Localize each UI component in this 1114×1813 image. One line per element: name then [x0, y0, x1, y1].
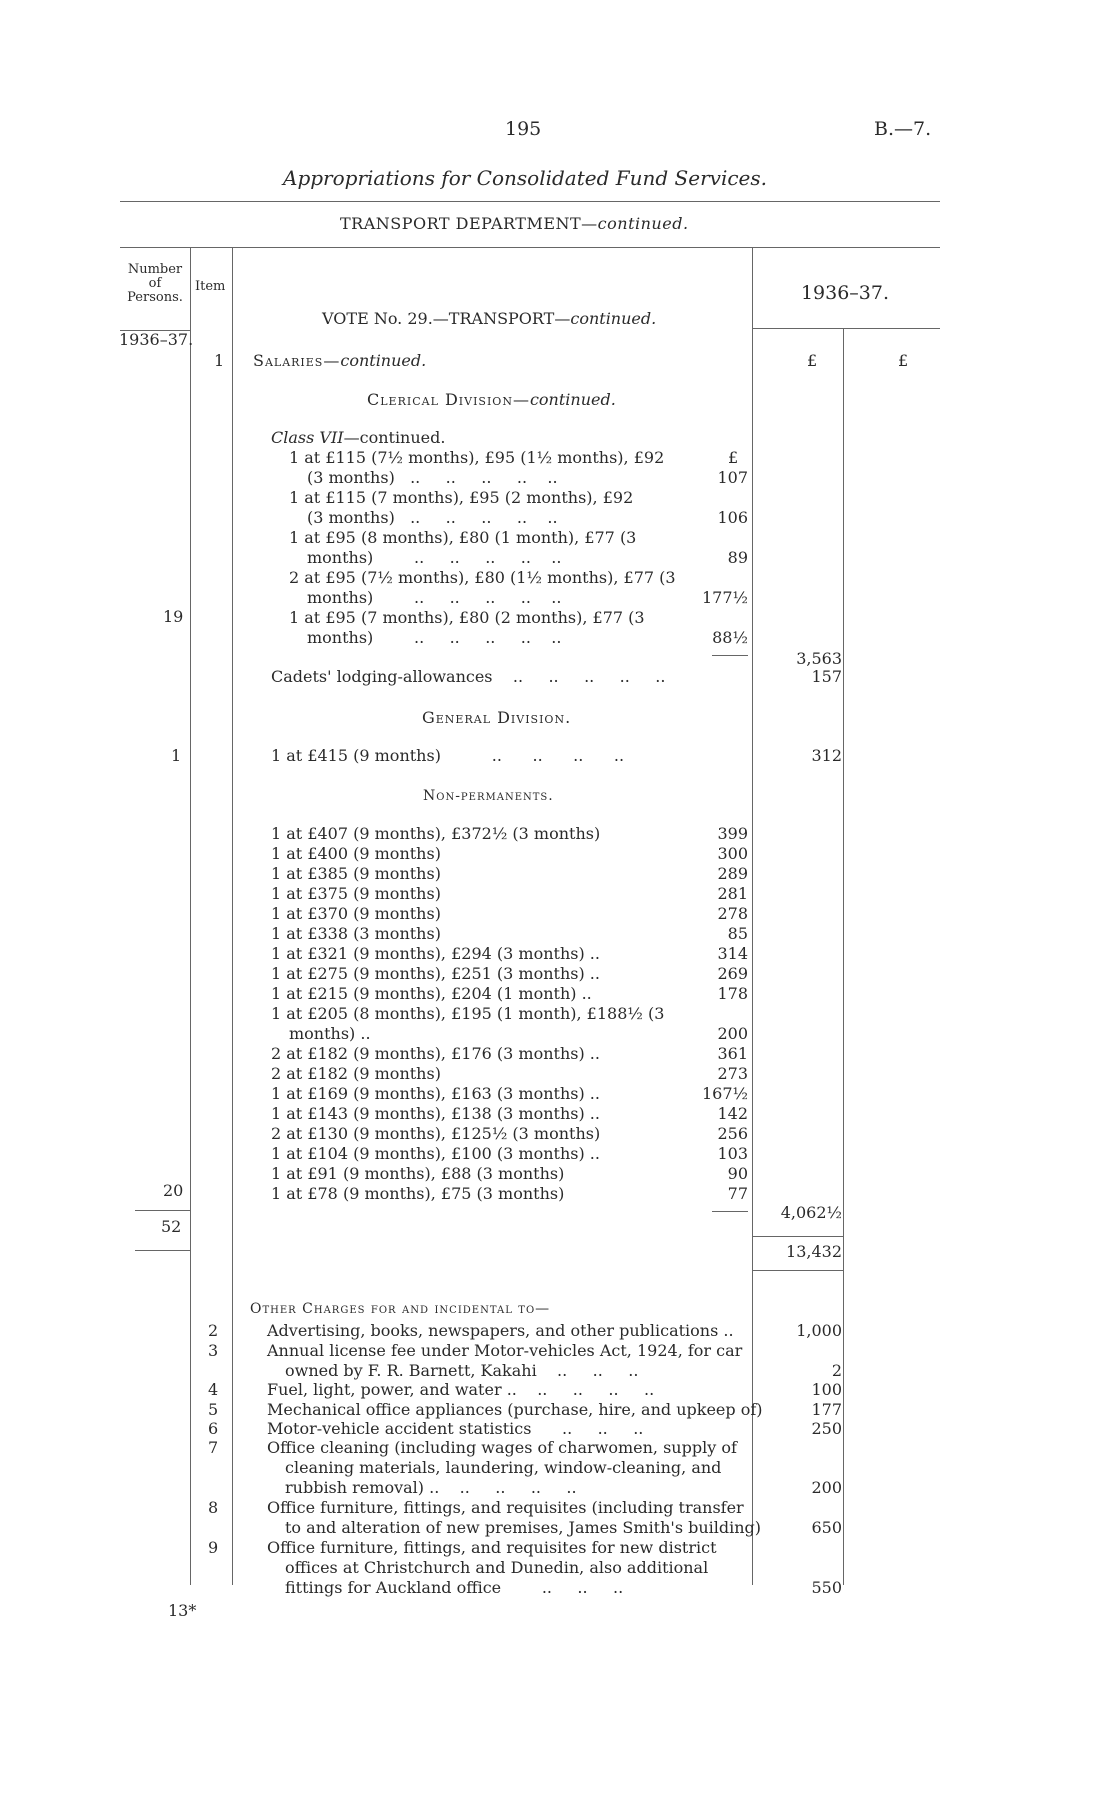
other-item-text: Annual license fee under Motor-vehicles Act, 1924, for car	[267, 1341, 743, 1360]
nonperm-subtotal: 4,062½	[780, 1203, 842, 1222]
nonperm-line: 2 at £130 (9 months), £125½ (3 months)	[271, 1124, 601, 1143]
other-item-text: Office cleaning (including wages of charwomen, supply of	[267, 1438, 737, 1457]
clerical-line-1-b: (3 months) .. .. .. .. ..	[307, 468, 558, 487]
other-item-text: owned by F. R. Barnett, Kakahi .. .. ..	[285, 1361, 639, 1380]
nonperm-amount: 178	[717, 984, 748, 1003]
other-charges-heading: Other Charges for and incidental to—	[250, 1301, 551, 1317]
general-persons: 1	[171, 746, 182, 765]
other-item-number: 6	[208, 1419, 219, 1438]
nonperm-amount: 314	[717, 944, 748, 963]
other-item-number: 9	[208, 1538, 219, 1557]
clerical-amount-5: 88½	[712, 628, 748, 647]
persons-header-l2: of	[148, 276, 162, 291]
other-item-number: 7	[208, 1438, 219, 1457]
other-item-amount: 2	[831, 1361, 842, 1380]
page-title: Appropriations for Consolidated Fund Services.	[283, 166, 768, 190]
document-reference: B.—7.	[874, 118, 932, 140]
other-item-amount: 100	[811, 1380, 842, 1399]
page-number: 195	[505, 118, 542, 140]
nonperm-amount: 200	[717, 1024, 748, 1043]
other-item-text: offices at Christchurch and Dunedin, also additional	[285, 1558, 709, 1577]
clerical-heading	[367, 391, 616, 409]
nonperm-line: 1 at £385 (9 months)	[271, 864, 441, 883]
general-amount: 312	[811, 746, 842, 765]
clerical-line-5-a: 1 at £95 (7 months), £80 (2 months), £77 (3	[289, 608, 645, 627]
nonperm-amount: 85	[727, 924, 748, 943]
amount-total-rule-top	[752, 1236, 843, 1237]
clerical-subtotal: 3,563	[796, 649, 842, 668]
nonperm-line: 1 at £78 (9 months), £75 (3 months)	[271, 1184, 565, 1203]
nonperm-line: 1 at £143 (9 months), £138 (3 months) ..	[271, 1104, 600, 1123]
nonperm-line: 1 at £275 (9 months), £251 (3 months) ..	[271, 964, 600, 983]
other-item-number: 5	[208, 1400, 219, 1419]
other-item-amount: 550	[811, 1578, 842, 1597]
other-item-text: Motor-vehicle accident statistics .. .. ..	[267, 1419, 644, 1438]
pound-sign-right: £	[898, 351, 909, 370]
year-rule-right	[752, 328, 940, 329]
nonperm-amount: 77	[727, 1184, 748, 1203]
clerical-line-3-a: 1 at £95 (8 months), £80 (1 month), £77 (3	[289, 528, 637, 547]
cadets-amount: 157	[811, 667, 842, 686]
nonperm-amount: 361	[717, 1044, 748, 1063]
clerical-line-2-b: (3 months) .. .. .. .. ..	[307, 508, 558, 527]
nonperm-amount: 300	[717, 844, 748, 863]
clerical-line-3-b: months) .. .. .. .. ..	[307, 548, 562, 567]
department-heading	[340, 215, 689, 233]
nonperm-amount: 281	[717, 884, 748, 903]
other-item-amount: 650	[811, 1518, 842, 1537]
total-persons: 52	[161, 1217, 182, 1236]
persons-year: 1936–37.	[119, 330, 194, 349]
vote-title: VOTE No. 29.—TRANSPORT—	[322, 309, 571, 328]
clerical-continued: continued.	[529, 390, 616, 409]
nonperm-line: 1 at £321 (9 months), £294 (3 months) ..	[271, 944, 600, 963]
clerical-line-2-a: 1 at £115 (7 months), £95 (2 months), £92	[289, 488, 634, 507]
persons-header-l3: Persons.	[127, 290, 183, 305]
nonperm-amount: 278	[717, 904, 748, 923]
other-item-amount: 177	[811, 1400, 842, 1419]
nonperm-amount: 167½	[701, 1084, 748, 1103]
col-divider-item	[232, 247, 233, 1585]
total-amount: 13,432	[786, 1242, 842, 1261]
nonperm-line: 2 at £182 (9 months), £176 (3 months) ..	[271, 1044, 600, 1063]
nonperm-amount: 90	[727, 1164, 748, 1183]
salaries-continued: continued.	[340, 351, 427, 370]
nonperm-line: 1 at £370 (9 months)	[271, 904, 441, 923]
title-rule	[120, 201, 940, 202]
other-item-text: to and alteration of new premises, James Smith's building)	[285, 1518, 762, 1537]
nonperm-line: 1 at £169 (9 months), £163 (3 months) ..	[271, 1084, 600, 1103]
col-divider-amount	[752, 247, 753, 1585]
clerical-line-1-a: 1 at £115 (7½ months), £95 (1½ months), £92	[289, 448, 665, 467]
nonperm-heading: Non-permanents.	[423, 788, 554, 804]
salaries-item-number: 1	[214, 351, 225, 370]
nonperm-line: 1 at £205 (8 months), £195 (1 month), £188½ (3	[271, 1004, 665, 1023]
other-item-number: 2	[208, 1321, 219, 1340]
persons-header	[120, 263, 190, 305]
nonperm-subtotal-rule	[712, 1211, 748, 1212]
department-name: TRANSPORT DEPARTMENT—	[340, 214, 598, 233]
amount-year: 1936–37.	[800, 282, 890, 304]
clerical-line-4-b: months) .. .. .. .. ..	[307, 588, 562, 607]
table-top-rule	[120, 247, 940, 248]
pound-sign-mid: £	[807, 351, 818, 370]
other-item-number: 8	[208, 1498, 219, 1517]
salaries-label: Salaries—	[253, 351, 341, 370]
salaries-heading	[253, 352, 426, 370]
persons-header-l1: Number	[127, 262, 183, 277]
nonperm-amount: 273	[717, 1064, 748, 1083]
other-item-text: Office furniture, fittings, and requisites (including transfer	[267, 1498, 744, 1517]
nonperm-persons: 20	[163, 1181, 184, 1200]
cadets-line: Cadets' lodging-allowances .. .. .. .. ..	[271, 667, 666, 686]
vote-heading	[322, 310, 656, 328]
nonperm-amount: 399	[717, 824, 748, 843]
nonperm-line: 2 at £182 (9 months)	[271, 1064, 441, 1083]
nonperm-amount: 289	[717, 864, 748, 883]
item-header: Item	[195, 279, 226, 294]
other-item-text: Office furniture, fittings, and requisites for new district	[267, 1538, 717, 1557]
other-item-text: rubbish removal) .. .. .. .. ..	[285, 1478, 577, 1497]
other-item-text: Fuel, light, power, and water .. .. .. .. ..	[267, 1380, 655, 1399]
col-divider-persons	[190, 247, 191, 1585]
nonperm-amount: 256	[717, 1124, 748, 1143]
persons-total-rule-bottom	[135, 1250, 190, 1251]
pound-sign-inner: £	[728, 448, 739, 467]
clerical-amount-2: 106	[717, 508, 748, 527]
other-item-number: 4	[208, 1380, 219, 1399]
amount-total-rule-bottom	[752, 1270, 843, 1271]
other-item-amount: 250	[811, 1419, 842, 1438]
persons-total-rule-top	[135, 1210, 190, 1211]
nonperm-line: 1 at £400 (9 months)	[271, 844, 441, 863]
nonperm-line: 1 at £338 (3 months)	[271, 924, 441, 943]
other-item-text: Advertising, books, newspapers, and other publications ..	[267, 1321, 734, 1340]
clerical-subtotal-rule	[712, 655, 748, 656]
nonperm-line: 1 at £215 (9 months), £204 (1 month) ..	[271, 984, 592, 1003]
nonperm-line: 1 at £91 (9 months), £88 (3 months)	[271, 1164, 565, 1183]
class-heading	[271, 429, 445, 447]
nonperm-amount: 269	[717, 964, 748, 983]
signature-mark: 13*	[168, 1601, 197, 1620]
nonperm-line: months) ..	[289, 1024, 371, 1043]
other-item-amount: 200	[811, 1478, 842, 1497]
clerical-persons: 19	[163, 607, 184, 626]
clerical-amount-3: 89	[727, 548, 748, 567]
general-heading: General Division.	[422, 708, 572, 727]
class-label: Class VII	[271, 428, 344, 447]
clerical-line-5-b: months) .. .. .. .. ..	[307, 628, 562, 647]
nonperm-amount: 142	[717, 1104, 748, 1123]
other-item-text: fittings for Auckland office .. .. ..	[285, 1578, 624, 1597]
other-item-text: Mechanical office appliances (purchase, hire, and upkeep of)	[267, 1400, 763, 1419]
other-item-text: cleaning materials, laundering, window-cleaning, and	[285, 1458, 722, 1477]
other-item-number: 3	[208, 1341, 219, 1360]
vote-continued: continued.	[570, 309, 657, 328]
class-continued: —continued.	[343, 428, 446, 447]
department-continued: continued.	[597, 214, 689, 233]
nonperm-line: 1 at £407 (9 months), £372½ (3 months)	[271, 824, 601, 843]
clerical-line-4-a: 2 at £95 (7½ months), £80 (1½ months), £77 (3	[289, 568, 676, 587]
other-item-amount: 1,000	[796, 1321, 842, 1340]
clerical-amount-1: 107	[717, 468, 748, 487]
clerical-label: Clerical Division—	[367, 390, 530, 409]
nonperm-amount: 103	[717, 1144, 748, 1163]
general-line: 1 at £415 (9 months) .. .. .. ..	[271, 746, 625, 765]
clerical-amount-4: 177½	[701, 588, 748, 607]
col-divider-right	[843, 328, 844, 1585]
nonperm-line: 1 at £375 (9 months)	[271, 884, 441, 903]
nonperm-line: 1 at £104 (9 months), £100 (3 months) ..	[271, 1144, 600, 1163]
